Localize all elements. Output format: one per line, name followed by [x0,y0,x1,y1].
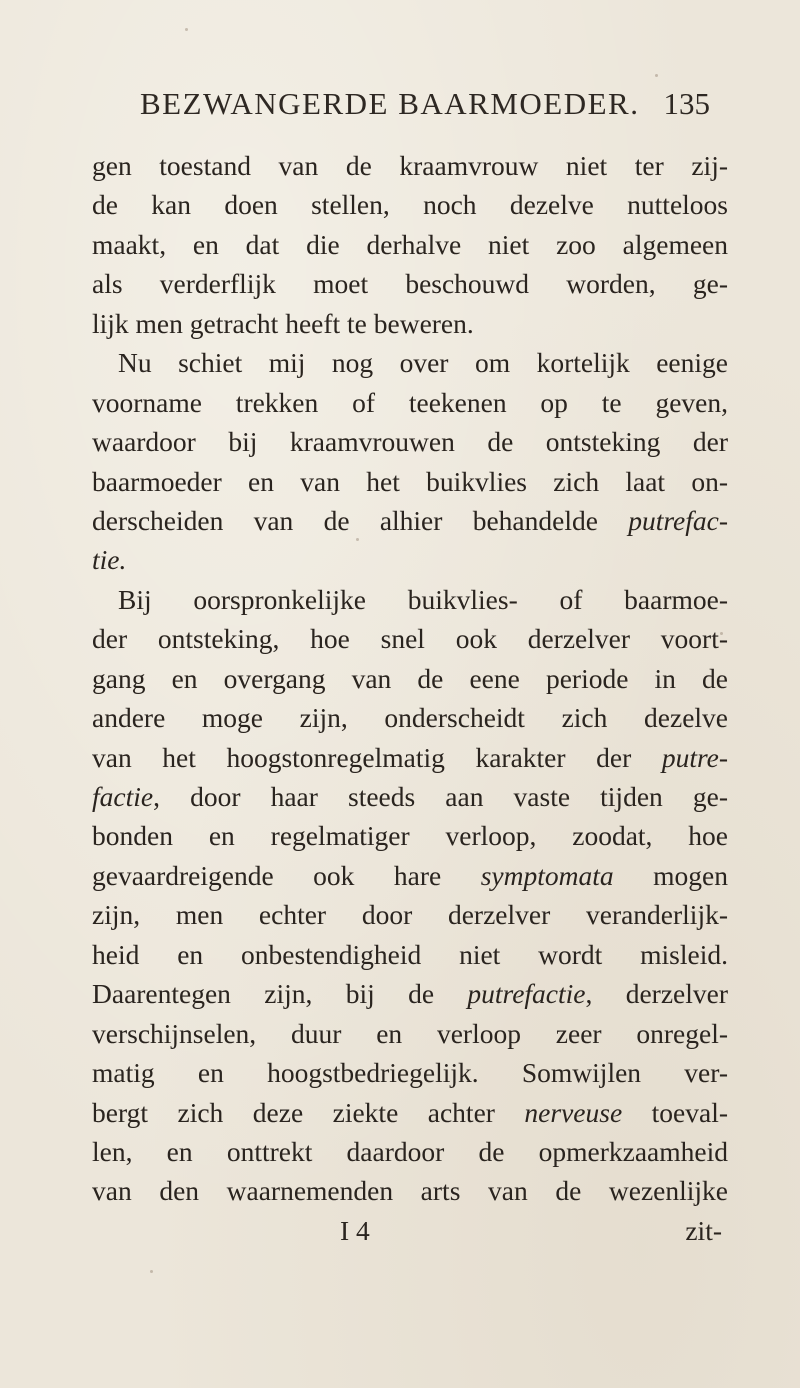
italic-term: nerveuse [524,1096,623,1128]
text-line [92,1053,728,1092]
text-line [92,185,728,224]
text-line [92,304,728,343]
catchword: zit- [685,1214,722,1246]
text-run: bergt zich deze ziekte achter [92,1096,525,1128]
text-line [92,935,728,974]
text-line [92,225,728,264]
text-line [92,659,728,698]
text-line [92,462,728,501]
text-line [92,974,728,1013]
paper-speck [720,632,723,635]
text-run: derscheiden van de alhier behandelde [92,504,629,536]
italic-term: symptomata [480,859,614,891]
text-line [92,580,728,619]
text-run: gen toestand van de kraamvrouw niet ter zij- [92,150,728,181]
text-run: matig en hoogstbedriegelijk. Somwijlen ver- [92,1057,728,1089]
text-run: andere moge zijn, onderscheidt zich dezelve [92,702,728,734]
text-line [92,1171,728,1210]
text-run: Daarentegen zijn, bij de [92,978,468,1010]
text-line [92,146,728,185]
text-run: len, en onttrekt daardoor de opmerkzaamheid [92,1135,728,1167]
paper-speck [356,538,359,541]
paper-speck [150,1270,153,1273]
text-run: verschijnselen, duur en verloop zeer onregel- [92,1017,728,1049]
text-line [92,1014,728,1053]
italic-term: tie. [92,544,127,576]
italic-term: putrefactie [467,978,586,1010]
text-line [92,383,728,422]
italic-term: putrefac- [628,504,728,536]
text-run: waardoor bij kraamvrouwen de ontsteking der [92,426,728,458]
text-run: baarmoeder en van het buikvlies zich laat on- [92,465,728,497]
text-run: heid en onbestendigheid niet wordt misleid. [92,938,728,970]
italic-term: putre- [661,741,728,773]
text-run: toeval- [622,1096,728,1128]
signature-mark: I 4 [340,1214,370,1246]
text-run: van den waarnemenden arts van de wezenlijke [92,1175,728,1207]
text-line [92,777,728,816]
text-line [92,264,728,303]
text-run: als verderflijk moet beschouwd worden, ge- [92,268,728,300]
text-run: maakt, en dat die derhalve niet zoo algemeen [92,228,728,260]
text-line [92,1132,728,1171]
body-text [92,146,728,1250]
text-run: bonden en regelmatiger verloop, zoodat, hoe [92,820,728,852]
text-run: zijn, men echter door derzelver veranderlijk- [92,899,728,931]
text-run: voorname trekken of teekenen op te geven, [92,386,728,418]
text-run: der ontsteking, hoe snel ook derzelver voort- [92,623,728,655]
text-run: mogen [613,859,728,891]
text-line [92,619,728,658]
text-line [92,738,728,777]
text-run: de kan doen stellen, noch dezelve nutteloos [92,189,728,221]
text-line [92,422,728,461]
text-run: lijk men getracht heeft te beweren. [92,307,474,339]
text-run: van het hoogstonregelmatig karakter der [92,741,662,773]
page-number: 135 [663,86,710,121]
text-run: Nu schiet mij nog over om kortelijk eenige [118,347,728,379]
text-line [92,540,728,579]
text-line [92,1093,728,1132]
italic-term: factie [92,781,154,812]
running-head: BEZWANGERDE BAARMOEDER. [140,86,640,121]
text-run: , derzelver [585,978,728,1010]
text-line [92,698,728,737]
text-line [92,816,728,855]
text-line [92,501,728,540]
text-run: Bij oorspronkelijke buikvlies- of baarmoe- [118,583,728,615]
paper-speck [185,28,188,31]
text-line [92,856,728,895]
page-header [140,86,710,130]
text-run: gang en overgang van de eene periode in de [92,662,728,694]
footer-line [92,1211,728,1250]
text-run: , door haar steeds aan vaste tijden ge- [153,781,728,812]
paper-speck [655,74,658,77]
text-line [92,343,728,382]
text-line [92,895,728,934]
text-run: gevaardreigende ook hare [92,859,481,891]
